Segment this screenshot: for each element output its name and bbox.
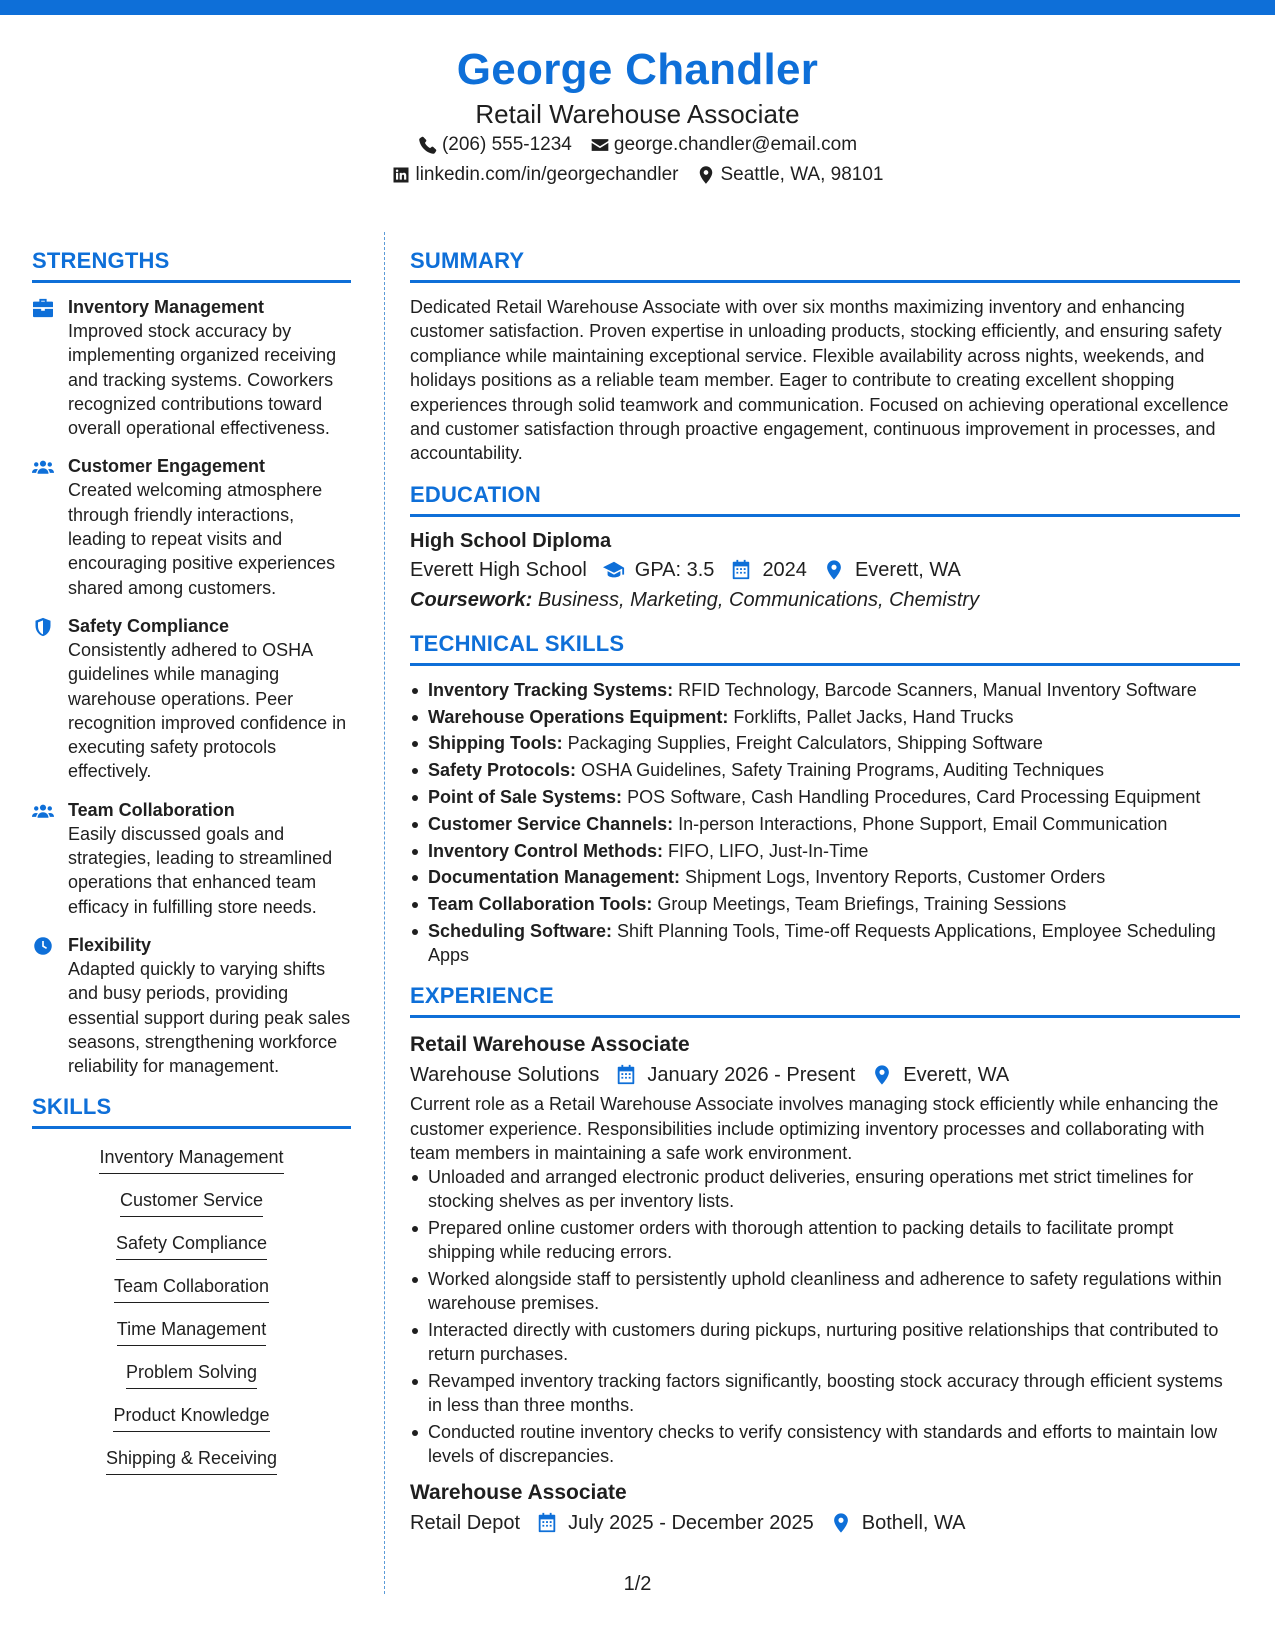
strength-desc: Created welcoming atmosphere through friendly interactions, leading to repeat visits and encouraging positive experiences shared among customers. <box>68 480 336 598</box>
resume-header <box>0 42 1275 190</box>
tech-skill-label: Warehouse Operations Equipment: <box>428 706 729 727</box>
tech-skill-value: RFID Technology, Barcode Scanners, Manual Inventory Software <box>678 679 1197 700</box>
skill-item: Team Collaboration <box>114 1274 269 1303</box>
strength-item <box>32 933 351 1078</box>
list-item <box>410 678 1240 702</box>
list-item: Revamped inventory tracking factors significantly, boosting stock accuracy through efficient systems in less than three months. <box>410 1369 1240 1417</box>
candidate-role: Retail Warehouse Associate <box>475 99 800 129</box>
email-text: george.chandler@email.com <box>613 134 858 155</box>
contact-row-1 <box>0 130 1275 160</box>
tech-skill-label: Inventory Tracking Systems: <box>428 679 674 700</box>
tech-skill-label: Team Collaboration Tools: <box>428 894 653 915</box>
users-icon <box>32 457 54 477</box>
clock-icon <box>32 936 54 956</box>
list-item <box>410 731 1240 755</box>
list-item <box>410 865 1240 889</box>
tech-skill-label: Customer Service Channels: <box>428 813 674 834</box>
list-item <box>410 758 1240 782</box>
job-title: Warehouse Associate <box>410 1481 627 1505</box>
phone-icon <box>418 135 438 155</box>
strength-title: Safety Compliance <box>68 615 230 636</box>
job-description: Current role as a Retail Warehouse Associate involves managing stock efficiently while enhancing the customer experience. Responsibilities include optimizing inventory processes and collaborating with team members in maintaining a safe work environment. <box>410 1094 1219 1163</box>
skill-item: Inventory Management <box>99 1145 283 1174</box>
contact-phone <box>418 130 572 160</box>
tech-skill-value: In-person Interactions, Phone Support, Email Communication <box>678 813 1168 834</box>
education-degree: High School Diploma <box>410 529 612 552</box>
skills-list <box>32 1137 351 1475</box>
top-accent-bar <box>0 0 1275 15</box>
skill-item: Customer Service <box>120 1188 263 1217</box>
strength-item <box>32 614 351 784</box>
experience-heading: EXPERIENCE <box>410 981 1240 1018</box>
experience-section <box>410 981 1240 1538</box>
strength-desc: Easily discussed goals and strategies, leading to streamlined operations that enhanced team efficacy in fulfilling store needs. <box>68 823 333 917</box>
strength-title: Team Collaboration <box>68 799 235 820</box>
list-item <box>410 919 1240 967</box>
job-entry <box>410 1030 1240 1468</box>
education-section <box>410 480 1240 615</box>
map-pin-icon <box>830 1512 852 1534</box>
location-text: Seattle, WA, 98101 <box>720 164 884 185</box>
contact-location <box>696 160 883 190</box>
coursework-text: Business, Marketing, Communications, Chemistry <box>537 588 980 611</box>
list-item: Worked alongside staff to persistently uphold cleanliness and adherence to safety regulations within warehouse premises. <box>410 1267 1240 1315</box>
tech-skill-value: POS Software, Cash Handling Procedures, Card Processing Equipment <box>627 787 1201 808</box>
calendar-icon <box>536 1512 558 1534</box>
shield-icon <box>32 617 54 637</box>
job-bullets <box>410 1165 1240 1468</box>
education-coursework <box>410 585 1240 615</box>
tech-skill-label: Shipping Tools: <box>428 733 563 754</box>
strengths-heading: STRENGTHS <box>32 246 351 283</box>
summary-heading: SUMMARY <box>410 246 1240 283</box>
candidate-name: George Chandler <box>456 45 819 94</box>
tech-skill-value: FIFO, LIFO, Just-In-Time <box>668 840 869 861</box>
graduation-cap-icon <box>603 559 625 581</box>
phone-text: (206) 555-1234 <box>441 134 572 155</box>
skill-item: Time Management <box>117 1317 266 1346</box>
tech-skill-value: Forklifts, Pallet Jacks, Hand Trucks <box>733 706 1014 727</box>
summary-section <box>410 246 1240 466</box>
tech-skill-label: Documentation Management: <box>428 867 681 888</box>
summary-text: Dedicated Retail Warehouse Associate with over six months maximizing inventory and enhancing customer satisfaction. Proven expertise in unloading products, stocking efficiently, and ensuring safety compliance while maintaining exceptional service. Flexible availability across nights, weekends, and holidays positions as a reliable team member. Eager to contribute to creating excellent shopping experiences through solid teamwork and communication. Focused on achieving operational excellence and customer satisfaction through proactive engagement, continuous improvement in processes, and accountability. <box>410 297 1229 464</box>
right-column <box>410 246 1240 1552</box>
strength-title: Customer Engagement <box>68 456 266 477</box>
list-item <box>410 839 1240 863</box>
job-location: Bothell, WA <box>861 1512 966 1535</box>
calendar-icon <box>615 1064 637 1086</box>
list-item <box>410 812 1240 836</box>
skill-item: Safety Compliance <box>116 1231 267 1260</box>
list-item: Conducted routine inventory checks to verify consistency with standards and efforts to maintain low levels of discrepancies. <box>410 1420 1240 1468</box>
column-divider <box>384 232 385 1594</box>
skills-heading: SKILLS <box>32 1092 351 1129</box>
contact-row-2 <box>0 160 1275 190</box>
technical-skills-heading: TECHNICAL SKILLS <box>410 629 1240 666</box>
job-meta <box>410 1508 1240 1538</box>
list-item: Unloaded and arranged electronic product deliveries, ensuring operations met strict timelines for stocking shelves as per inventory lists. <box>410 1165 1240 1213</box>
linkedin-text: linkedin.com/in/georgechandler <box>415 164 679 185</box>
education-gpa: GPA: 3.5 <box>634 558 715 581</box>
job-dates: January 2026 - Present <box>647 1064 856 1087</box>
job-entry <box>410 1478 1240 1538</box>
linkedin-icon <box>391 165 411 185</box>
skill-item: Problem Solving <box>126 1360 257 1389</box>
page-number: 1/2 <box>623 1573 652 1595</box>
education-location: Everett, WA <box>854 558 961 581</box>
strength-title: Flexibility <box>68 934 152 955</box>
map-pin-icon <box>871 1064 893 1086</box>
strength-item <box>32 798 351 919</box>
education-year: 2024 <box>762 558 807 581</box>
contact-email[interactable] <box>590 130 857 160</box>
job-title: Retail Warehouse Associate <box>410 1033 690 1057</box>
tech-skill-label: Point of Sale Systems: <box>428 787 623 808</box>
tech-skill-label: Inventory Control Methods: <box>428 840 663 861</box>
job-meta <box>410 1060 1240 1090</box>
list-item: Interacted directly with customers during pickups, nurturing positive relationships that contributed to return purchases. <box>410 1318 1240 1366</box>
strength-item <box>32 454 351 599</box>
list-item <box>410 892 1240 916</box>
map-pin-icon <box>696 165 716 185</box>
briefcase-icon <box>32 298 54 318</box>
tech-skill-value: OSHA Guidelines, Safety Training Programs, Auditing Techniques <box>581 760 1105 781</box>
tech-skill-value: Shift Planning Tools, Time-off Requests Applications, Employee Scheduling Apps <box>428 921 1216 966</box>
technical-skills-list <box>410 678 1240 968</box>
education-school: Everett High School <box>410 558 587 581</box>
tech-skill-value: Shipment Logs, Inventory Reports, Customer Orders <box>685 867 1106 888</box>
envelope-icon <box>590 135 610 155</box>
tech-skill-value: Packaging Supplies, Freight Calculators, Shipping Software <box>567 733 1043 754</box>
skill-item: Product Knowledge <box>113 1403 269 1432</box>
tech-skill-value: Group Meetings, Team Briefings, Training Sessions <box>657 894 1067 915</box>
technical-skills-section <box>410 629 1240 968</box>
tech-skill-label: Scheduling Software: <box>428 921 613 942</box>
strength-title: Inventory Management <box>68 297 265 317</box>
coursework-label: Coursework: <box>410 588 533 611</box>
list-item <box>410 785 1240 809</box>
education-heading: EDUCATION <box>410 480 1240 517</box>
strength-desc: Improved stock accuracy by implementing organized receiving and tracking systems. Coworkers recognized contributions toward overall operational effectiveness. <box>68 321 337 439</box>
job-location: Everett, WA <box>903 1064 1010 1087</box>
skill-item: Shipping & Receiving <box>106 1446 277 1475</box>
calendar-icon <box>730 559 752 581</box>
strength-item <box>32 295 351 440</box>
education-meta <box>410 555 1240 585</box>
contact-linkedin[interactable] <box>391 160 678 190</box>
strength-desc: Consistently adhered to OSHA guidelines while managing warehouse operations. Peer recognition improved confidence in executing safety protocols effectively. <box>68 639 347 782</box>
strength-desc: Adapted quickly to varying shifts and busy periods, providing essential support during peak sales seasons, strengthening workforce reliability for management. <box>68 958 351 1077</box>
tech-skill-label: Safety Protocols: <box>428 760 577 781</box>
map-pin-icon <box>823 559 845 581</box>
list-item <box>410 705 1240 729</box>
list-item: Prepared online customer orders with thorough attention to packing details to facilitate prompt shipping while reducing errors. <box>410 1216 1240 1264</box>
job-company: Warehouse Solutions <box>410 1064 600 1087</box>
job-company: Retail Depot <box>410 1512 521 1535</box>
job-dates: July 2025 - December 2025 <box>568 1512 814 1535</box>
users-icon <box>32 801 54 821</box>
left-column <box>32 246 351 1475</box>
